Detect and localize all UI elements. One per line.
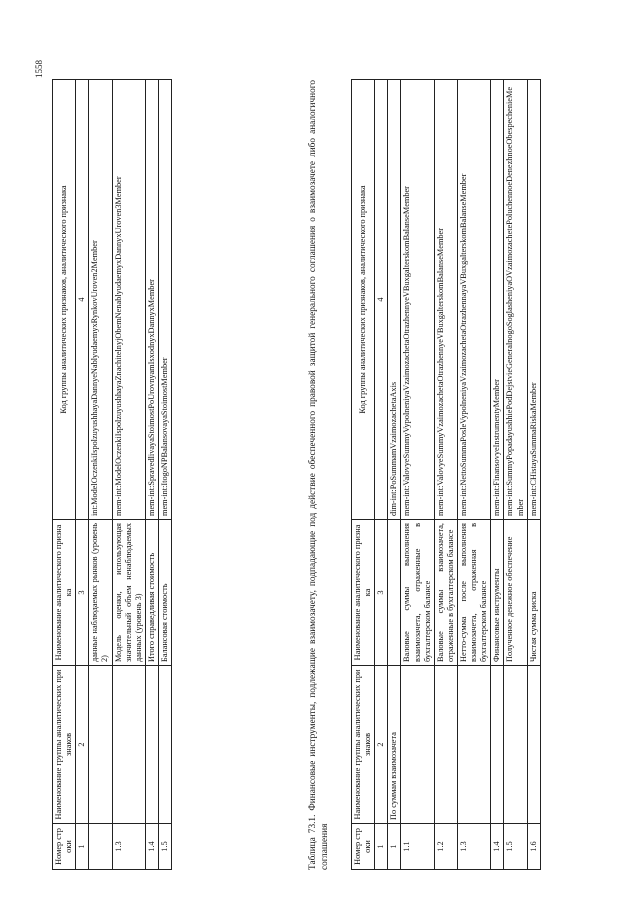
table-header-row [352, 80, 375, 870]
feature-code: mem-int:ModelOczenkiIspolzuyushhayaZnachitelnyjObemNenablyudaemyxDannyxUroven3Member [112, 80, 145, 520]
feature-code: int:ModelOczenkiIspolzuyushhayaDannyeNablyudaemyxRynkovUroven2Member [89, 80, 112, 520]
column-number: 3 [76, 520, 89, 666]
feature-code: mem-int:NettoSummaPosleVypolneniyaVzaimozachetaOtrazhennayaVBuxgalterskomBalanseMember [457, 80, 490, 520]
table-row [457, 80, 490, 870]
page-number: 1558 [34, 60, 44, 78]
column-number: 2 [375, 666, 388, 824]
table-row [89, 80, 112, 870]
column-number-row [76, 80, 89, 870]
feature-name: Финансовые инструменты [491, 520, 504, 666]
table-73-1 [351, 79, 541, 870]
table-row [434, 80, 457, 870]
feature-name: данные наблюдаемых рынков (уровень 2) [89, 520, 112, 666]
table-row [491, 80, 504, 870]
header-code: Код группы аналитических признаков, аналитического признака [53, 80, 76, 520]
table-caption: Таблица 73.1. Финансовые инструменты, подлежащие взаимозачету, подпадающие под действие обеспеченного правовой защитой генерального соглашения о взаимозачете либо аналогичного соглашения [308, 80, 330, 870]
group-name [89, 666, 112, 824]
feature-code: mem-int:ValovyeSummyVzaimozachetaOtrazhennyeVBuxgalterskomBalanseMember [434, 80, 457, 520]
feature-name: Валовые суммы взаимозачета, отраженные в бухгалтерском балансе [434, 520, 457, 666]
table-row [388, 80, 401, 870]
feature-code: dim-int:PoSummamVzaimozachetaAxis [388, 80, 401, 520]
header-group-name: Наименование группы аналитических признаков [352, 666, 375, 824]
column-number: 3 [375, 520, 388, 666]
column-number: 2 [76, 666, 89, 824]
row-number: 1.1 [401, 824, 434, 870]
row-number: 1 [388, 824, 401, 870]
column-number: 4 [76, 80, 89, 520]
group-name [491, 666, 504, 824]
group-name [112, 666, 145, 824]
table-top [52, 79, 172, 870]
group-name [158, 666, 171, 824]
row-number: 1.5 [504, 824, 527, 870]
row-number: 1.2 [434, 824, 457, 870]
group-name [145, 666, 158, 824]
header-code: Код группы аналитических признаков, аналитического признака [352, 80, 375, 520]
row-number: 1.4 [145, 824, 158, 870]
feature-name: Чистая сумма риска [527, 520, 540, 666]
group-name [504, 666, 527, 824]
row-number: 1.6 [527, 824, 540, 870]
feature-name: Валовые суммы выполнения взаимозачета, отраженные в бухгалтерском балансе [401, 520, 434, 666]
group-name [457, 666, 490, 824]
group-name [527, 666, 540, 824]
feature-code: mem-int:FinansovyeInstrumentyMember [491, 80, 504, 520]
row-number: 1.3 [457, 824, 490, 870]
table-row [158, 80, 171, 870]
table-row [504, 80, 527, 870]
feature-code: mem-int:ValovyeSummyVypolneniyaVzaimozachetaOtrazhennyeVBuxgalterskomBalanseMember [401, 80, 434, 520]
feature-name: Балансовая стоимость [158, 520, 171, 666]
feature-code: mem-int:ItogoNPBalansovayaStoimostMember [158, 80, 171, 520]
header-feature-name: Наименование аналитического признака [53, 520, 76, 666]
header-row-number: Номер строки [352, 824, 375, 870]
header-feature-name: Наименование аналитического признака [352, 520, 375, 666]
feature-code: mem-int:CHistayaSummaRiskaMember [527, 80, 540, 520]
feature-code: mem-int:SpravedlivayaStoimostPoUrovnyamIsxodnyxDannyxMember [145, 80, 158, 520]
column-number: 4 [375, 80, 388, 520]
rotated-content [34, 60, 605, 870]
column-number: 1 [76, 824, 89, 870]
row-number [89, 824, 112, 870]
table-row [112, 80, 145, 870]
column-number-row [375, 80, 388, 870]
group-name [401, 666, 434, 824]
feature-name: Модель оценки, использующая значительный объем ненаблюдаемых данных (уровень 3) [112, 520, 145, 666]
table-row [145, 80, 158, 870]
feature-code: mem-int:SummyPopadayushhiePodDejstvieGeneralnogoSoglasheniyaOVzaimozachetePoluchennoeDenezhnoeObespechenieMember [504, 80, 527, 520]
row-number: 1.3 [112, 824, 145, 870]
table-row [401, 80, 434, 870]
feature-name [388, 520, 401, 666]
row-number: 1.5 [158, 824, 171, 870]
header-group-name: Наименование группы аналитических признаков [53, 666, 76, 824]
table-header-row [53, 80, 76, 870]
feature-name: Полученное денежное обеспечение [504, 520, 527, 666]
row-number: 1.4 [491, 824, 504, 870]
feature-name: Нетто-сумма после выполнения взаимозачета, отраженная в бухгалтерском балансе [457, 520, 490, 666]
table-row [527, 80, 540, 870]
group-name [434, 666, 457, 824]
group-name: По суммам взаимозачета [388, 666, 401, 824]
header-row-number: Номер строки [53, 824, 76, 870]
column-number: 1 [375, 824, 388, 870]
feature-name: Итого справедливая стоимость [145, 520, 158, 666]
